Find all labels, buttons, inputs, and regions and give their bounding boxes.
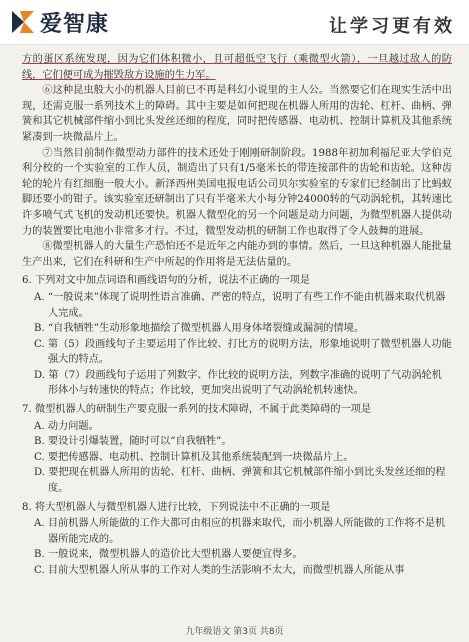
- question-option: A. 动力问题。: [34, 420, 99, 432]
- brand-logo-icon: [10, 9, 36, 35]
- question-option: D. 要把现在机器人所用的齿轮、杠杆、曲柄、弹簧和其它机械部件缩小到比头发丝还细的程度。: [34, 467, 446, 495]
- question-stem: 8. 将大型机器人与微型机器人进行比较，下列说法中不正确的一项是: [22, 501, 331, 513]
- brand-name: 爱智康: [40, 12, 110, 37]
- brand-slogan: 让学习更有效: [329, 16, 455, 37]
- brand-header: [0, 0, 469, 45]
- question-option: C. 要把传感器、电动机、控制计算机及其他系统装配到一块微晶片上。: [34, 451, 354, 463]
- question-option: A. “一般说来”体现了说明性语言准确、严密的特点，说明了有些工作不能由机器来取代机器人完成。: [34, 291, 446, 319]
- question-option: A. 目前机器人所能做的工作大都可由相应的机器来取代，而小机器人所能做的工作将不是机器所能完成的。: [34, 518, 446, 545]
- exam-page: [22, 52, 452, 634]
- question-option: D. 第（7）段画线句子运用了列数字、作比较的说明方法，列数字准确的说明了气动涡轮机形体小与转速快的特点；作比较，更加突出说明了气动涡轮机转速快。: [34, 369, 442, 397]
- passage-paragraph: ⑥这种昆虫般大小的机器人目前已不再是科幻小说里的主人公。当然要它们在现实生活中出现，还需克服一系列技术上的障碍。其中主要是如何把现在机器人所用的齿轮、杠杆、曲柄、弹簧和其它机械部件缩小到比头发丝还细的程度，同时把传感器、电动机、控制计算机及其他系统紧凑到一块微晶片上。: [22, 85, 452, 143]
- question-option: B. 一般说来，微型机器人的造价比大型机器人要便宜得多。: [34, 549, 303, 561]
- question-option: C. 目前大型机器人所从事的工作对人类的生活影响不太大，而微型机器人所能从事: [34, 565, 405, 576]
- passage-paragraph: 方的蛋区系统发现，因为它们体积微小，且可超低空飞行（乘微型火箭），一旦越过敌人的防线，它们便可成为摧毁敌方设施的生力军。: [22, 54, 452, 81]
- page-footer: 九年级语文 第3页 共8页: [185, 627, 284, 637]
- question-option: C. 第（5）段画线句子主要运用了作比较、打比方的说明方法，形象地说明了微型机器人功能强大的特点。: [34, 338, 452, 366]
- question-option: B. 要设计引爆装置，随时可以“自我牺牲”。: [34, 436, 232, 448]
- passage-paragraph: ⑧微型机器人的大量生产恐怕还不是近年之内能办到的事情。然后，一旦这种机器人能批量生产出来，它们在科研和生产中所起的作用将是无法估量的。: [22, 241, 452, 268]
- question-stem: 7. 微型机器人的研制生产要克服一系列的技术障碍，不属于此类障碍的一项是: [22, 404, 372, 416]
- question-option: B. “自我牺牲”生动形象地描绘了微型机器人用身体堵裂缝或漏洞的情境。: [34, 323, 365, 335]
- question-stem: 6. 下列对文中加点词语和画线语句的分析，说法不正确的一项是: [22, 275, 311, 287]
- passage-paragraph: ⑦当然目前制作微型动力部件的技术还处于刚刚研制阶段。1988年初加利福尼亚大学伯克利分校的一个实验室的工作人员，制造出了只有1/5毫米长的带连接部件的齿轮和齿轮。这种齿轮的轮片有红细胞一般大小。新泽西州美国电报电话公司贝尔实验室的专家们已经制出了比蚂蚁脚还要小的钳子。该实验室还研制出了只有半毫米大小每分钟24000转的气动涡轮机，其转速比许多喷气式飞机的发动机还要快。机器人微型化的另一个问题是动力问题，为微型机器人提供动力的装置要比电池小非常多才行。不过，微型发动机的研制工作也取得了令人鼓舞的进展。: [22, 147, 452, 237]
